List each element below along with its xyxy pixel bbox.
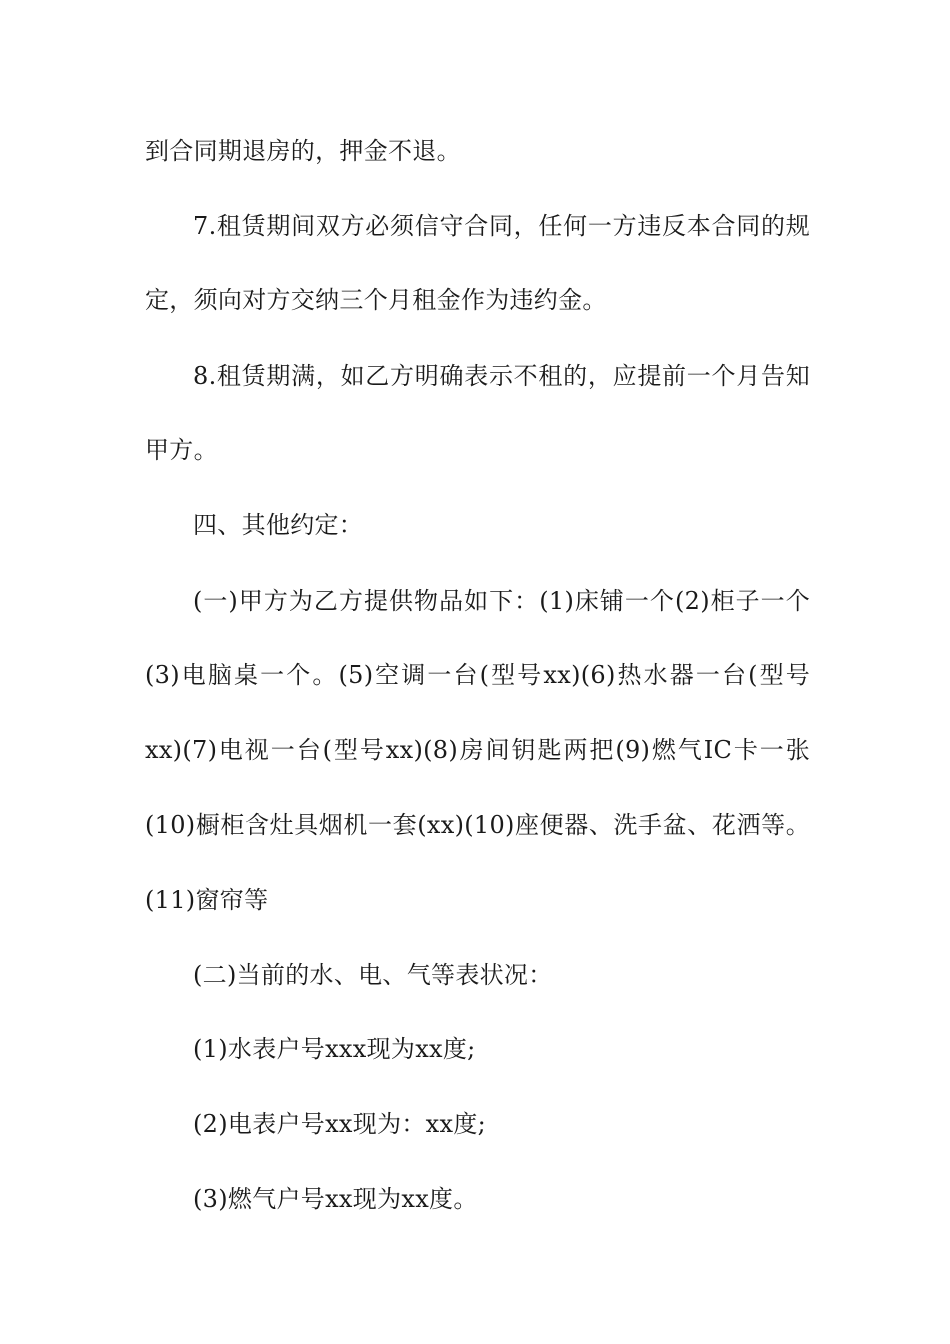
- clause-8-line-1: 8.租赁期满，如乙方明确表示不租的，应提前一个月告知: [193, 362, 810, 390]
- clause-7-line-2: 定，须向对方交纳三个月租金作为违约金。: [145, 286, 607, 314]
- text-line-1: 到合同期退房的，押金不退。: [145, 137, 461, 165]
- electric-meter-line: (2)电表户号xx现为：xx度;: [193, 1110, 487, 1138]
- items-list-line-4: (10)橱柜含灶具烟机一套(xx)(10)座便器、洗手盆、花洒等。: [145, 811, 810, 839]
- items-list-line-5: (11)窗帘等: [145, 886, 269, 914]
- water-meter-line: (1)水表户号xxx现为xx度;: [193, 1035, 476, 1063]
- section-heading-other-agreements: 四、其他约定：: [193, 511, 364, 539]
- clause-8-line-2: 甲方。: [145, 436, 218, 464]
- clause-7-line-1: 7.租赁期间双方必须信守合同，任何一方违反本合同的规: [193, 212, 810, 240]
- gas-meter-line: (3)燃气户号xx现为xx度。: [193, 1185, 478, 1213]
- items-list-line-1: (一)甲方为乙方提供物品如下：(1)床铺一个(2)柜子一个: [193, 587, 810, 615]
- items-list-line-2: (3)电脑桌一个。(5)空调一台(型号xx)(6)热水器一台(型号: [145, 661, 810, 689]
- meters-heading: (二)当前的水、电、气等表状况：: [193, 961, 553, 989]
- items-list-line-3: xx)(7)电视一台(型号xx)(8)房间钥匙两把(9)燃气IC卡一张: [145, 736, 810, 764]
